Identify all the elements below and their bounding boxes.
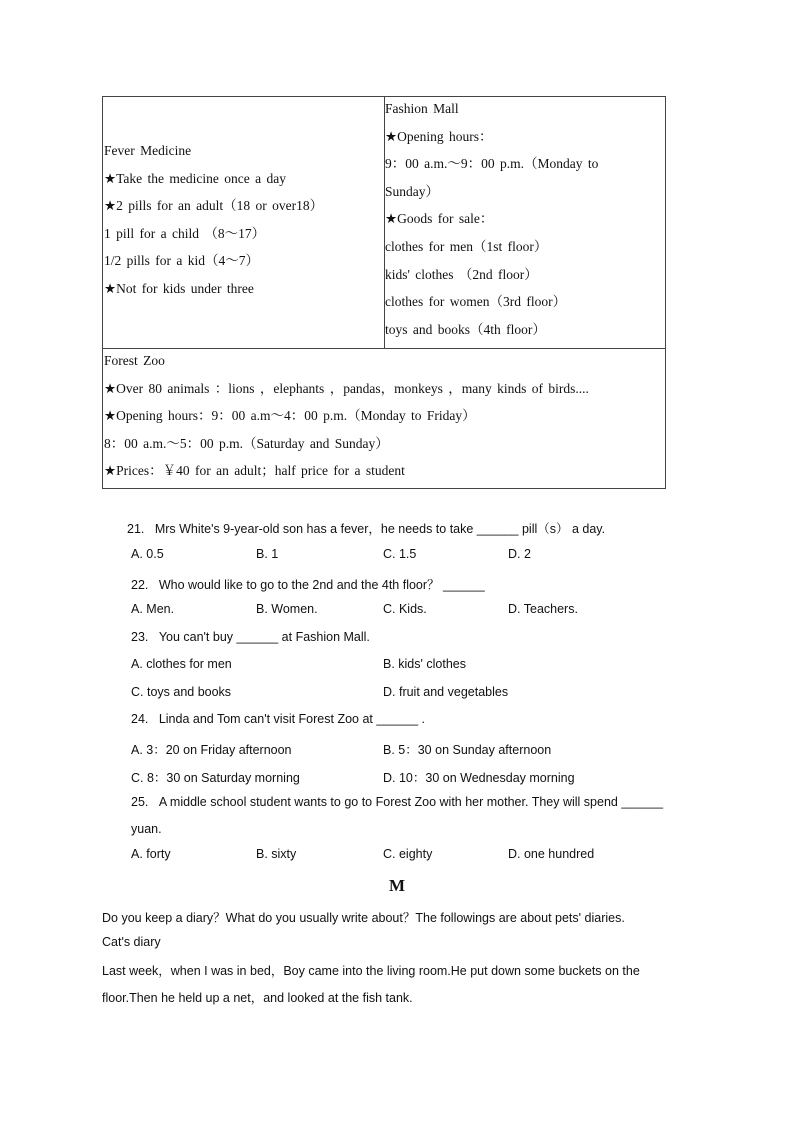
option-d[interactable]: D. one hundred [508,847,595,861]
question-text: Mrs White's 9-year-old son has a fever，he needs to take ______ pill（s） a day. [154,522,606,536]
question-24 [131,712,425,726]
passage-subheading: Cat's diary [102,935,161,949]
fever-medicine-title: Fever Medicine [104,143,192,158]
forest-zoo-title: Forest Zoo [104,353,165,368]
question-number: 24. [131,712,149,726]
passage-line: floor.Then he held up a net，and looked at the fish tank. [102,991,413,1005]
mall-line: Sunday） [385,183,439,199]
zoo-line: 8：00 a.m.～5：00 p.m.（Saturday and Sunday） [104,435,389,451]
question-text: Who would like to go to the 2nd and the 4th floor？ ______ [158,578,485,592]
mall-line: clothes for women（3rd floor） [385,294,567,310]
option-b[interactable]: B. 5：30 on Sunday afternoon [383,743,552,757]
question-number: 23. [131,630,149,644]
option-a[interactable]: A. 3：20 on Friday afternoon [131,743,292,757]
option-a[interactable]: A. clothes for men [131,657,232,671]
zoo-line: ★Prices：￥40 for an adult；half price for a student [104,463,405,479]
mall-line: 9：00 a.m.～9：00 p.m.（Monday to [385,156,599,172]
mall-line: toys and books（4th floor） [385,321,546,337]
forest-zoo-cell [104,347,589,485]
fever-medicine-cell [104,137,323,303]
info-table [102,96,666,489]
question-text: You can't buy ______ at Fashion Mall. [158,630,370,644]
option-b[interactable]: B. sixty [256,847,297,861]
passage-line: Do you keep a diary？What do you usually write about？The followings are about pets' diaries. [102,911,625,925]
question-number: 25. [131,795,149,809]
option-b[interactable]: B. kids' clothes [383,657,466,671]
question-23 [131,630,370,644]
mall-line: clothes for men（1st floor） [385,238,548,254]
question-number: 21. [127,522,145,536]
option-c[interactable]: C. Kids. [383,602,427,616]
option-d[interactable]: D. Teachers. [508,602,578,616]
question-21 [127,519,605,537]
fever-line: ★Not for kids under three [104,280,254,296]
option-a[interactable]: A. Men. [131,602,175,616]
question-text-continued: yuan. [131,822,162,836]
option-c[interactable]: C. eighty [383,847,433,861]
fever-line: ★Take the medicine once a day [104,170,286,186]
fashion-mall-title: Fashion Mall [385,101,459,116]
option-d[interactable]: D. fruit and vegetables [383,685,509,699]
option-d[interactable]: D. 2 [508,547,531,561]
fever-line: 1 pill for a child （8～17） [104,225,266,241]
zoo-line: ★Opening hours：9：00 a.m～4：00 p.m.（Monday to Friday） [104,408,476,424]
option-c[interactable]: C. 8：30 on Saturday morning [131,771,300,785]
section-heading: M [388,876,406,895]
mall-line: ★Goods for sale： [385,211,494,227]
option-a[interactable]: A. forty [131,847,171,861]
mall-line: ★Opening hours： [385,128,493,144]
zoo-line: ★Over 80 animals ：lions ，elephants ，pandas，monkeys ，many kinds of birds.... [104,380,589,396]
option-a[interactable]: A. 0.5 [131,547,164,561]
question-text: A middle school student wants to go to Forest Zoo with her mother. They will spend ______ [158,795,664,809]
question-text: Linda and Tom can't visit Forest Zoo at ______ . [158,712,426,726]
mall-line: kids' clothes （2nd floor） [385,266,538,282]
fashion-mall-cell [385,95,598,343]
option-b[interactable]: B. 1 [256,547,279,561]
option-c[interactable]: C. 1.5 [383,547,417,561]
option-c[interactable]: C. toys and books [131,685,232,699]
passage-line: Last week，when I was in bed，Boy came into the living room.He put down some buckets on the [102,964,640,978]
fever-line: ★2 pills for an adult（18 or over18） [104,198,324,214]
question-number: 22. [131,578,149,592]
fever-line: 1/2 pills for a kid（4～7） [104,253,259,269]
question-22 [131,575,485,593]
option-b[interactable]: B. Women. [256,602,318,616]
option-d[interactable]: D. 10：30 on Wednesday morning [383,771,575,785]
question-25 [131,795,663,809]
